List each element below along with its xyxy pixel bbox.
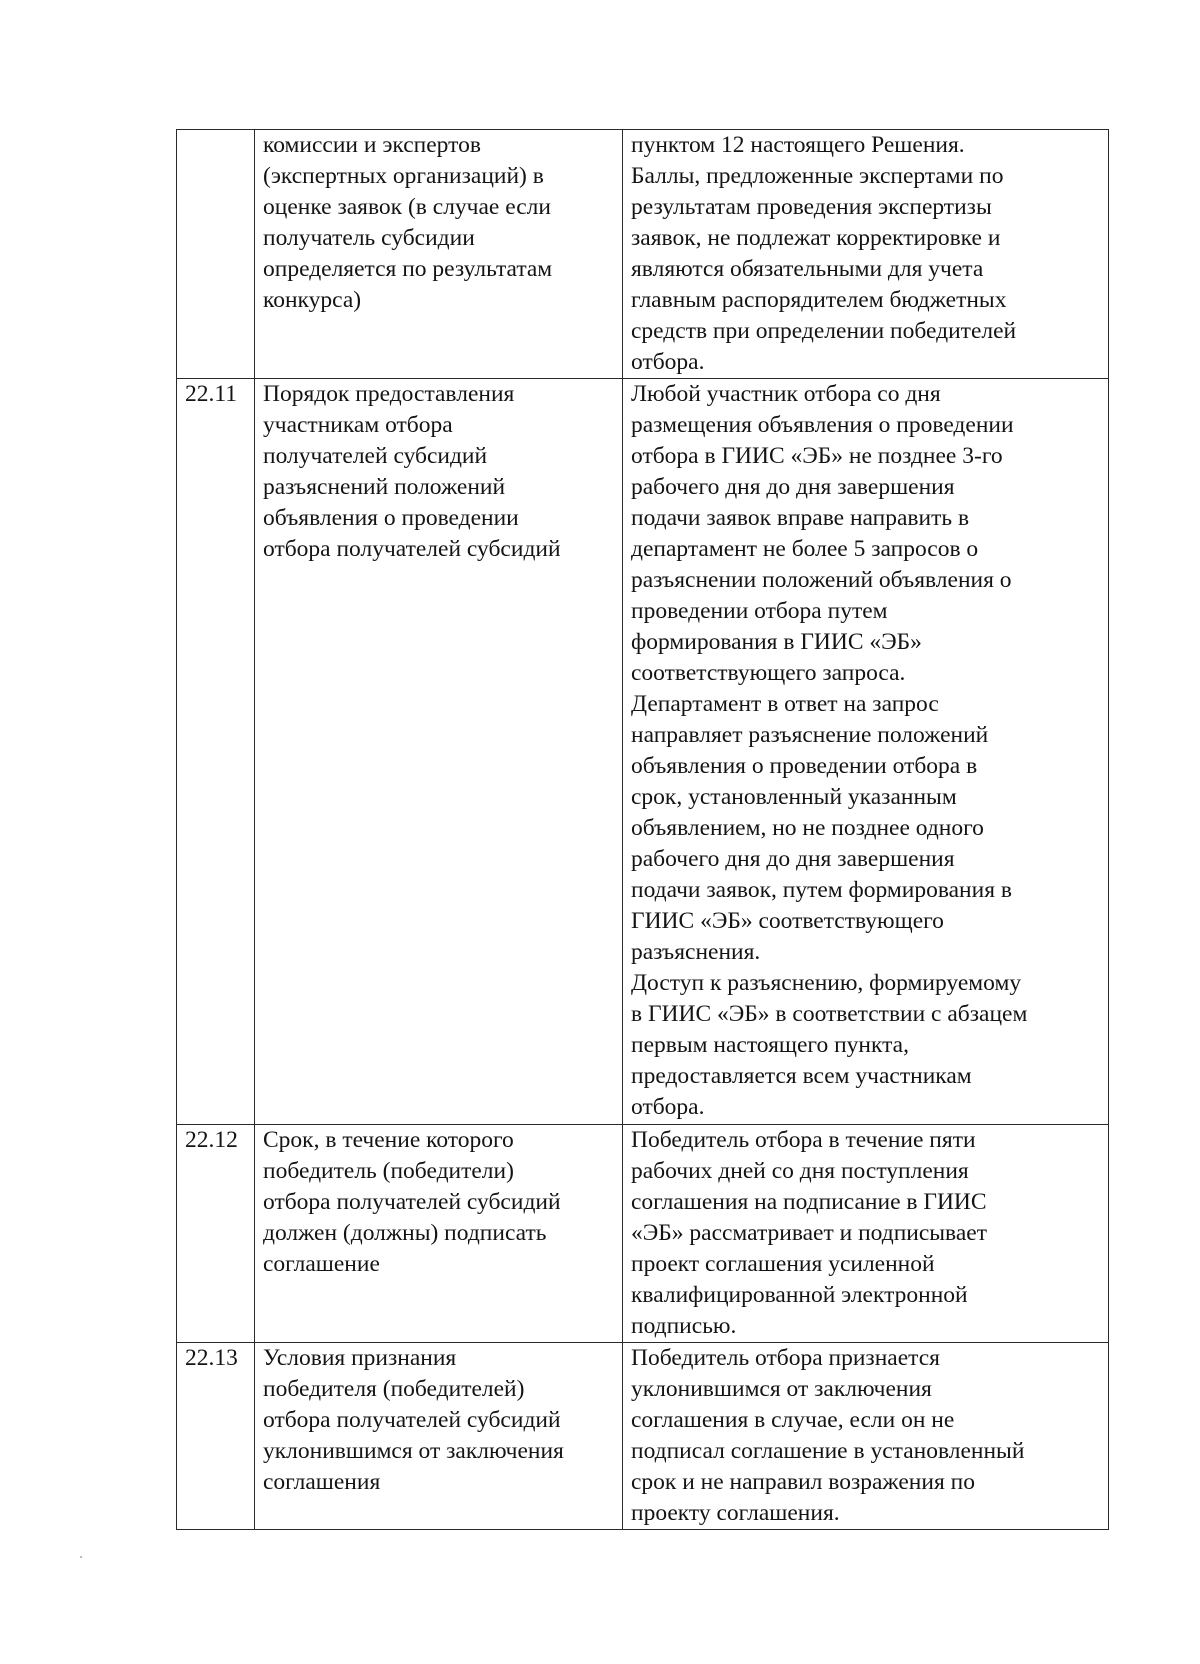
table-row [177,130,1109,379]
item-description: Победитель отбора в течение пяти рабочих дней со дня поступления соглашения на подписание в ГИИС «ЭБ» рассматривает и подписывает проект соглашения усиленной квалифицированной электронной подписью. [623,1125,1109,1343]
table-row [177,1343,1109,1530]
item-description: Победитель отбора признается уклонившимся от заключения соглашения в случае, если он не подписал соглашение в установленный срок и не направил возражения по проекту соглашения. [623,1343,1109,1530]
item-title: Срок, в течение которого победитель (победители) отбора получателей субсидий должен (должны) подписать соглашение [255,1125,623,1343]
table-row [177,1125,1109,1343]
item-description: пунктом 12 настоящего Решения. Баллы, предложенные экспертами по результатам проведения экспертизы заявок, не подлежат корректировке и являются обязательными для учета главным распорядителем бюджетных средств при определении победителей отбора. [623,130,1109,379]
item-number: 22.13 [177,1343,255,1530]
table-row [177,379,1109,1125]
item-number: 22.11 [177,379,255,1125]
item-number: 22.12 [177,1125,255,1343]
scan-speck [80,1556,82,1558]
item-title: Условия признания победителя (победителей) отбора получателей субсидий уклонившимся от заключения соглашения [255,1343,623,1530]
item-description: Любой участник отбора со дня размещения объявления о проведении отбора в ГИИС «ЭБ» не позднее 3-го рабочего дня до дня завершения подачи заявок вправе направить в департамент не более 5 запросов о разъяснении положений объявления о проведении отбора путем формирования в ГИИС «ЭБ» соответствующего запроса. Департамент в ответ на запрос направляет разъяснение положений объявления о проведении отбора в срок, установленный указанным объявлением, но не позднее одного рабочего дня до дня завершения подачи заявок, путем формирования в ГИИС «ЭБ» соответствующего разъяснения. Доступ к разъяснению, формируемому в ГИИС «ЭБ» в соответствии с абзацем первым настоящего пункта, предоставляется всем участникам отбора. [623,379,1109,1125]
item-title: Порядок предоставления участникам отбора получателей субсидий разъяснений положений объявления о проведении отбора получателей субсидий [255,379,623,1125]
item-title: комиссии и экспертов (экспертных организаций) в оценке заявок (в случае если получатель субсидии определяется по результатам конкурса) [255,130,623,379]
item-number [177,130,255,379]
regulation-table [176,129,1109,1530]
